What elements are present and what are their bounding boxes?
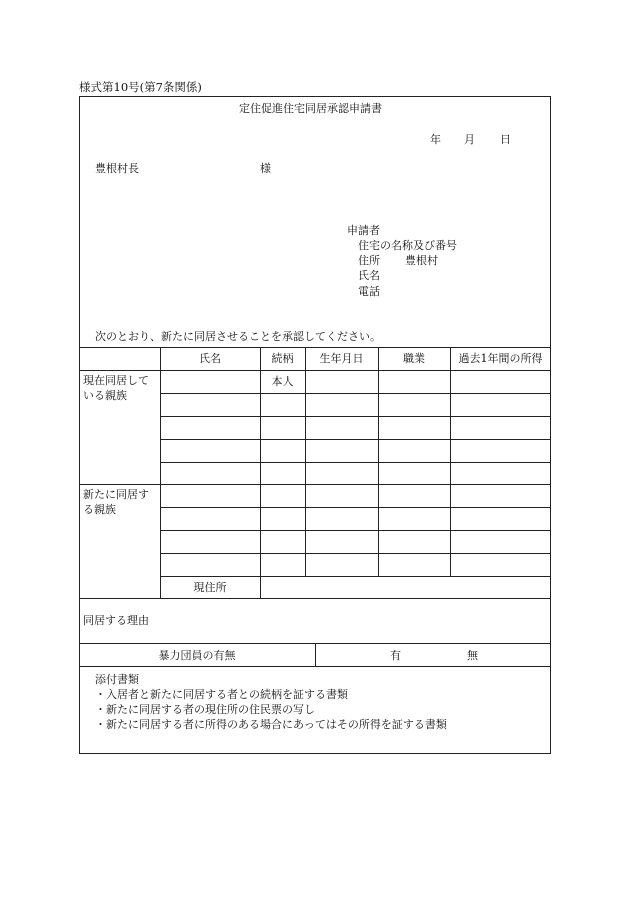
attachment-item: ・入居者と新たに同居する者との続柄を証する書類 [95,688,348,701]
addressee-name: 豊根村長 [95,162,139,175]
applicant-name-label: 氏名 [358,269,380,282]
header-birthdate: 生年月日 [319,352,364,365]
applicant-label: 申請者 [347,224,380,237]
current-address-label: 現住所 [193,581,227,594]
header-income: 過去1年間の所得 [458,352,543,365]
grid-line [79,370,551,371]
header-occupation: 職業 [403,352,425,365]
grid-line [160,416,551,417]
grid-line [305,347,306,576]
applicant-address-value: 豊根村 [405,254,438,267]
applicant-phone-label: 電話 [358,285,380,298]
date-year: 年 [430,133,441,146]
request-text: 次のとおり、新たに同居させることを承認してください。 [95,330,381,343]
grid-line [160,393,551,394]
grid-line [160,462,551,463]
form-title: 定住促進住宅同居承認申請書 [239,102,382,115]
gang-member-label: 暴力団員の有無 [158,649,236,662]
header-relationship: 続柄 [271,352,294,365]
applicant-address-label: 住所 [358,254,380,267]
attachment-item: ・新たに同居する者に所得のある場合にあってはその所得を証する書類 [95,718,447,731]
current-relatives-label-2: いる親族 [83,389,127,402]
gang-no: 無 [467,649,478,662]
grid-line [79,598,551,599]
new-relatives-label: 新たに同居す [83,488,149,501]
grid-line [79,484,551,485]
grid-line [160,507,551,508]
applicant-house-label: 住宅の名称及び番号 [358,239,457,252]
attachment-item: ・新たに同居する者の現住所の住民票の写し [95,703,315,716]
grid-line [79,347,551,348]
date-day: 日 [500,133,511,146]
gang-yes: 有 [390,649,401,662]
grid-line [450,347,451,576]
grid-line [160,576,551,577]
grid-line [378,347,379,576]
grid-line [315,643,316,666]
date-month: 月 [464,133,475,146]
attachments-title: 添付書類 [95,673,139,686]
reason-label: 同居する理由 [83,614,149,627]
header-name: 氏名 [199,352,221,365]
grid-line [160,553,551,554]
grid-line [79,666,551,667]
form-number: 様式第10号(第7条関係) [79,80,202,94]
self-label: 本人 [271,375,294,388]
grid-line [160,347,161,598]
new-relatives-label-2: る親族 [83,503,116,516]
current-relatives-label: 現在同居して [83,374,149,387]
addressee-honorific: 様 [260,162,271,175]
grid-line [160,530,551,531]
grid-line [160,439,551,440]
